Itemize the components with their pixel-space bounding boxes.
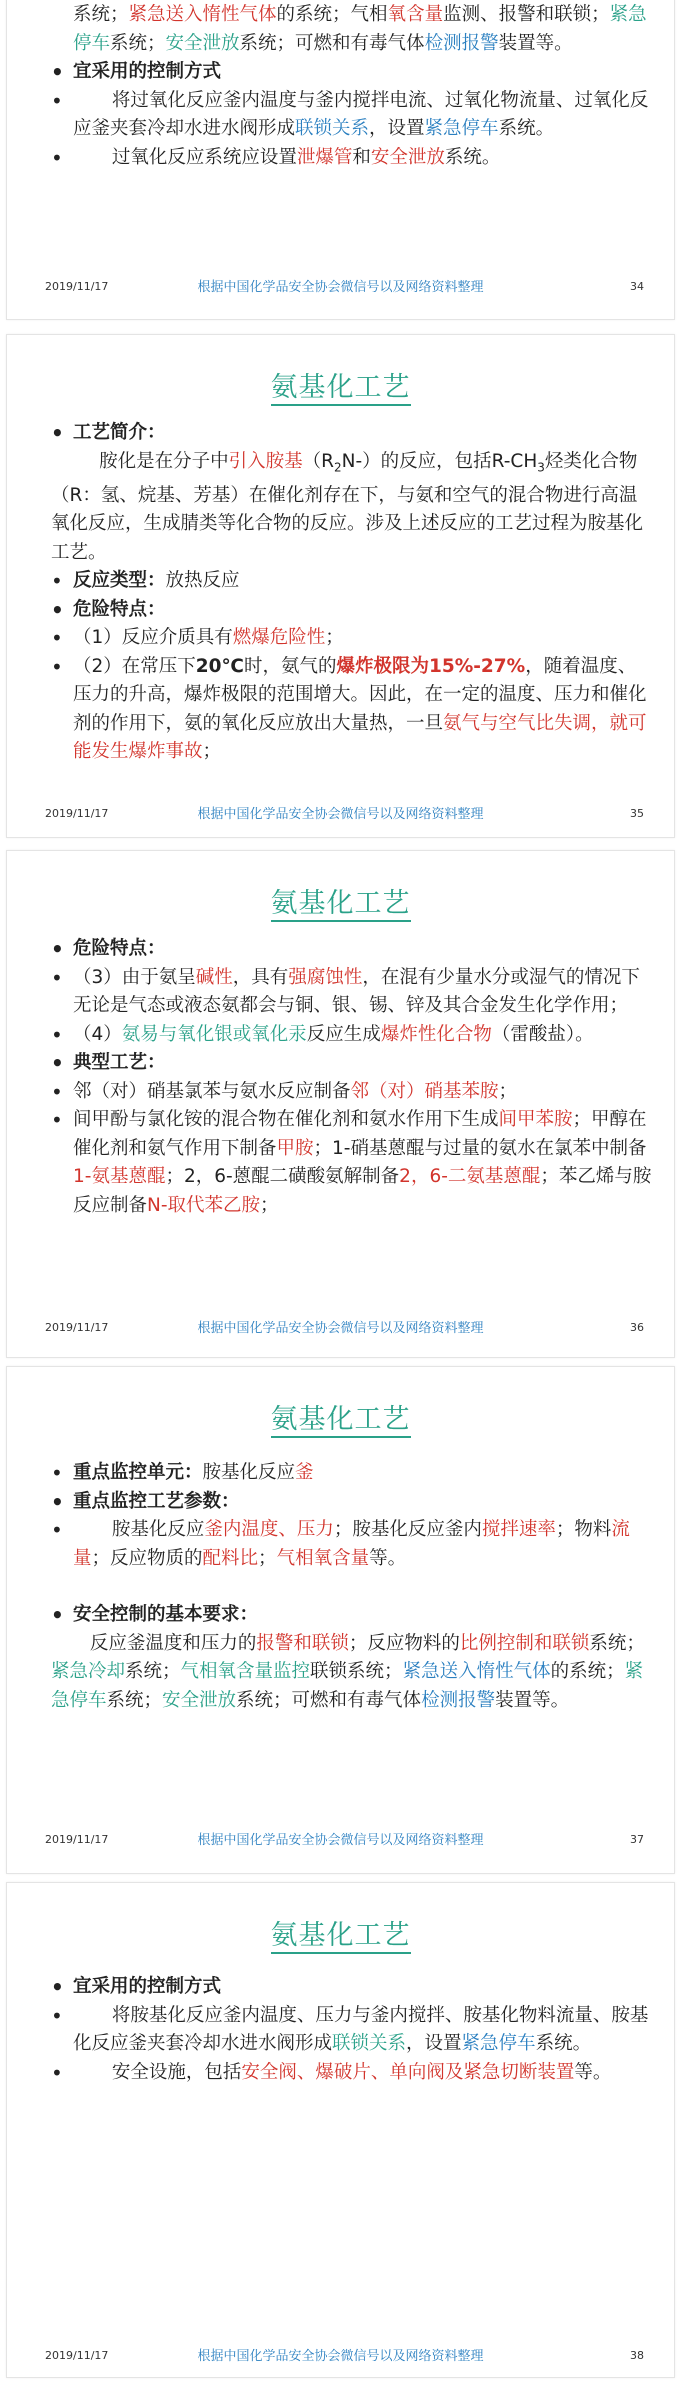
slide-35-reaction-type: • 反应类型：放热反应 xyxy=(51,569,240,594)
page-number: 34 xyxy=(630,280,644,293)
page-number: 36 xyxy=(630,1321,644,1334)
slide-38 xyxy=(6,1882,675,2378)
slide-35-body xyxy=(51,419,652,767)
slide-34-bullet-2: • 过氧化反应系统应设置泄爆管和安全泄放系统。 xyxy=(51,145,501,170)
slide-title: 氨基化工艺 xyxy=(7,1397,674,1436)
slide-36-typical-2: • 间甲酚与氯化铵的混合物在催化剂和氨水作用下生成间甲苯胺；甲醇在催化剂和氨气作用下制备甲胺；1-硝基蒽醌与过量的氨水在氯苯中制备1-氨基蒽醌；2，6-蒽醌二磺酸氨解制备2，6-二氨基蒽醌；苯乙烯与胺反应制备N-取代苯乙胺； xyxy=(51,1108,652,1216)
footer-source: 根据中国化学品安全协会微信号以及网络资料整理 xyxy=(197,2349,484,2364)
footer-date: 2019/11/17 xyxy=(45,2349,109,2362)
slide-title: 氨基化工艺 xyxy=(7,365,674,404)
footer-date: 2019/11/17 xyxy=(45,807,109,820)
page-number: 35 xyxy=(630,807,644,820)
slide-34-footer xyxy=(7,280,674,300)
slide-37-heading-safety: • 安全控制的基本要求： xyxy=(51,1603,259,1627)
page-number: 38 xyxy=(630,2349,644,2362)
slide-35-heading-intro: • 工艺简介： xyxy=(51,421,166,445)
footer-date: 2019/11/17 xyxy=(45,1321,109,1334)
slide-38-bullet-1: • 将胺基化反应釜内温度、压力与釜内搅拌、胺基化物料流量、胺基化反应釜夹套冷却水进水阀形成联锁关系，设置紧急停车系统。 xyxy=(51,2003,649,2054)
slide-34-continued-text: 系统；紧急送入惰性气体的系统；气相氧含量监测、报警和联锁；紧急停车系统；安全泄放系统；可燃和有毒气体检测报警装置等。 xyxy=(73,4,647,54)
slide-37-heading-params: • 重点监控工艺参数： xyxy=(51,1489,240,1514)
slide-36-hazard-4: • （4）氨易与氧化银或氧化汞反应生成爆炸性化合物（雷酸盐）。 xyxy=(51,1022,594,1047)
slide-36-hazard-3: • （3）由于氨呈碱性，具有强腐蚀性，在混有少量水分或湿气的情况下无论是气态或液态氨都会与铜、银、锡、锌及其合金发生化学作用； xyxy=(51,965,640,1016)
slide-38-body xyxy=(51,1973,652,2087)
slide-36 xyxy=(6,850,675,1358)
page-number: 37 xyxy=(630,1833,644,1846)
slide-35-footer xyxy=(7,807,674,827)
footer-source: 根据中国化学品安全协会微信号以及网络资料整理 xyxy=(197,1321,484,1336)
slide-34 xyxy=(6,0,675,320)
slide-35-hazard-1: • （1）反应介质具有燃爆危险性； xyxy=(51,626,344,651)
slide-34-bullet-1: • 将过氧化反应釜内温度与釜内搅拌电流、过氧化物流量、过氧化反应釜夹套冷却水进水阀形成联锁关系，设置紧急停车系统。 xyxy=(51,88,649,139)
slide-37-body xyxy=(51,1459,652,1715)
slide-37-footer xyxy=(7,1833,674,1853)
slide-36-footer xyxy=(7,1321,674,1341)
slide-35-heading-hazard: • 危险特点： xyxy=(51,597,166,622)
footer-source: 根据中国化学品安全协会微信号以及网络资料整理 xyxy=(197,1833,484,1848)
slide-34-heading: • 宜采用的控制方式 xyxy=(51,60,222,84)
slide-36-heading-hazard: • 危险特点： xyxy=(51,937,166,961)
slide-37-safety-text: 反应釜温度和压力的报警和联锁；反应物料的比例控制和联锁系统；紧急冷却系统；气相氧含量监控联锁系统；紧急送入惰性气体的系统；紧急停车系统；安全泄放系统；可燃和有毒气体检测报警装置等。 xyxy=(51,1632,645,1711)
slide-36-body xyxy=(51,935,652,1220)
slide-38-bullet-2: • 安全设施，包括安全阀、爆破片、单向阀及紧急切断装置等。 xyxy=(51,2060,612,2085)
slide-36-heading-typical: • 典型工艺： xyxy=(51,1051,166,1075)
slide-37-monitor-unit: • 重点监控单元：胺基化反应釜 xyxy=(51,1461,314,1485)
footer-date: 2019/11/17 xyxy=(45,1833,109,1846)
slide-37-params: • 胺基化反应釜内温度、压力；胺基化反应釜内搅拌速率；物料流量；反应物质的配料比；气相氧含量等。 xyxy=(51,1518,630,1569)
slide-38-footer xyxy=(7,2349,674,2369)
slide-35 xyxy=(6,334,675,838)
slide-title: 氨基化工艺 xyxy=(7,881,674,920)
footer-date: 2019/11/17 xyxy=(45,280,109,293)
slide-title: 氨基化工艺 xyxy=(7,1913,674,1952)
slide-34-body xyxy=(51,1,652,172)
slide-37 xyxy=(6,1366,675,1874)
slide-35-hazard-2: • （2）在常压下20℃时，氨气的爆炸极限为15%-27%，随着温度、压力的升高，爆炸极限的范围增大。因此，在一定的温度、压力和催化剂的作用下，氨的氧化反应放出大量热，一旦氨气与空气比失调，就可能发生爆炸事故； xyxy=(51,654,647,763)
footer-source: 根据中国化学品安全协会微信号以及网络资料整理 xyxy=(197,280,484,295)
slide-35-intro-text: 胺化是在分子中引入胺基$(R_2N-)$的反应，包括$R-CH_3$烃类化合物（R：氢、烷基、芳基）在催化剂存在下，与氨和空气的混合物进行高温氧化反应，生成腈类等化合物的反应。涉及上述反应的工艺过程为胺基化工艺。 xyxy=(51,450,644,563)
slide-38-heading: • 宜采用的控制方式 xyxy=(51,1975,222,1999)
footer-source: 根据中国化学品安全协会微信号以及网络资料整理 xyxy=(197,807,484,822)
slide-36-typical-1: • 邻（对）硝基氯苯与氨水反应制备邻（对）硝基苯胺； xyxy=(51,1079,518,1104)
